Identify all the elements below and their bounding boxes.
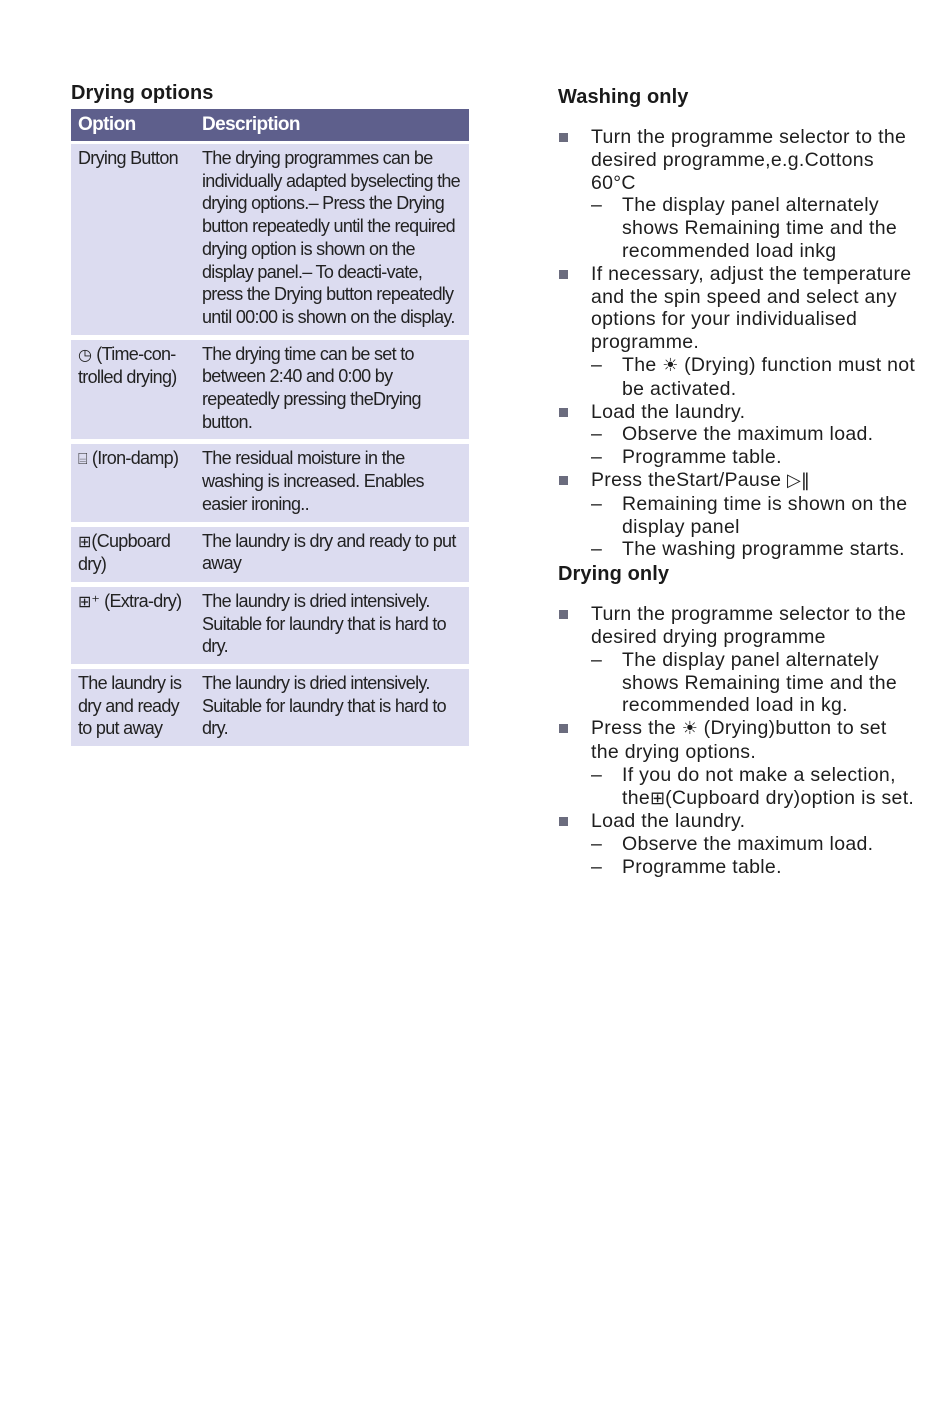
- table-row: [71, 335, 469, 440]
- dash-icon: –: [591, 492, 603, 515]
- description-cell: The drying programmes can be individually adapted byselecting the drying options.– Press the Drying button repeatedly until the required drying option is shown on the display panel.– To deacti-vate, press the Drying button repeatedly until 00:00 is shown on the display.: [195, 141, 469, 335]
- sub-list-item: – Programme table.: [591, 855, 782, 878]
- list-item: Press theStart/Pause ▷‖ – Remaining time is shown on the display panel – The washing programme starts.: [558, 469, 918, 561]
- sub-list: [591, 354, 918, 401]
- list-item: Turn the programme selector to the desired drying programme – The display panel alternately shows Remaining time and the recommended load in kg.: [558, 603, 918, 717]
- bullet-square-icon: [559, 133, 568, 142]
- iron-icon: ⌸: [78, 449, 88, 469]
- description-cell: The residual moisture in the washing is increased. Enables easier ironing..: [195, 439, 469, 521]
- option-cell: ⊞⁺ (Extra-dry): [71, 582, 195, 664]
- bullet-square-icon: [559, 270, 568, 279]
- drying-steps-list: [558, 603, 918, 879]
- sub-list-item: – The display panel alternately shows Remaining time and the recommended load in kg.: [591, 648, 898, 717]
- description-cell: The laundry is dried intensively. Suitable for laundry that is hard to dry.: [195, 664, 469, 746]
- description-cell: The laundry is dry and ready to put away: [195, 522, 469, 582]
- bullet-square-icon: [559, 817, 568, 826]
- sub-list: [591, 764, 918, 811]
- option-cell: ⌸ (Iron-damp): [71, 439, 195, 521]
- option-cell: The laundry is dry and ready to put away: [71, 664, 195, 746]
- description-cell: The laundry is dried intensively. Suitable for laundry that is hard to dry.: [195, 582, 469, 664]
- dash-icon: –: [591, 763, 603, 786]
- cupboard-icon: ⊞: [78, 531, 92, 551]
- drying-options-section: [71, 82, 469, 746]
- dash-icon: –: [591, 648, 603, 671]
- sub-list-item: – The display panel alternately shows Remaining time and the recommended load inkg: [591, 194, 898, 262]
- list-item: Press the ☀ (Drying)button to set the drying options. – If you do not make a selection, the⊞(Cupboard dry)option is set.: [558, 717, 918, 810]
- drying-only-section: [558, 563, 918, 879]
- sub-list: [591, 649, 918, 717]
- dash-icon: –: [591, 353, 603, 376]
- table-row: [71, 522, 469, 582]
- table-row: [71, 582, 469, 664]
- instructions-column: [558, 86, 918, 879]
- sub-list-item: – Programme table.: [591, 446, 782, 469]
- drying-options-title: Drying options: [71, 82, 214, 104]
- sub-list: [591, 833, 918, 879]
- table-row: [71, 664, 469, 746]
- sub-list-item: – If you do not make a selection, the⊞(Cupboard dry)option is set.: [591, 763, 915, 809]
- start-pause-icon: ▷‖: [786, 469, 810, 491]
- list-item: Load the laundry. – Observe the maximum load. – Programme table.: [558, 810, 918, 878]
- washing-steps-list: [558, 126, 918, 561]
- sub-list: [591, 423, 918, 469]
- table-row: [71, 439, 469, 521]
- option-column-header: Option: [71, 109, 195, 141]
- list-item: If necessary, adjust the temperature and the spin speed and select any options for your individualised programme. – The ☀ (Drying) function must not be activated.: [558, 263, 918, 401]
- list-item: Load the laundry. – Observe the maximum load. – Programme table.: [558, 401, 918, 469]
- sub-list-item: – Observe the maximum load.: [591, 423, 874, 446]
- sub-list-item: – The washing programme starts.: [591, 538, 905, 561]
- drying-options-table: [71, 109, 469, 746]
- bullet-square-icon: [559, 408, 568, 417]
- sub-list-item: – Observe the maximum load.: [591, 833, 874, 856]
- timer-icon: ◷: [78, 344, 92, 364]
- drying-sun-icon: ☀: [662, 354, 679, 376]
- list-item: Turn the programme selector to the desired programme,e.g.Cottons 60°C – The display panel alternately shows Remaining time and the recommended load inkg: [558, 126, 918, 263]
- sub-list-item: – The ☀ (Drying) function must not be activated.: [591, 353, 916, 400]
- bullet-square-icon: [559, 724, 568, 733]
- table-header-row: [71, 109, 469, 141]
- table-row: [71, 141, 469, 335]
- dash-icon: –: [591, 423, 603, 446]
- option-cell: ◷ (Time-con-trolled drying): [71, 335, 195, 440]
- dash-icon: –: [591, 833, 603, 856]
- option-cell: ⊞(Cupboard dry): [71, 522, 195, 582]
- washing-only-section: [558, 86, 918, 561]
- dash-icon: –: [591, 194, 603, 217]
- drying-only-title: Drying only: [558, 563, 670, 586]
- description-cell: The drying time can be set to between 2:40 and 0:00 by repeatedly pressing theDrying button.: [195, 335, 469, 440]
- sub-list-item: – Remaining time is shown on the display panel: [591, 492, 908, 538]
- extra-dry-icon: ⊞⁺: [78, 591, 100, 611]
- bullet-square-icon: [559, 610, 568, 619]
- sub-list: [591, 493, 918, 561]
- washing-only-title: Washing only: [558, 86, 689, 108]
- option-cell: Drying Button: [71, 141, 195, 335]
- dash-icon: –: [591, 446, 603, 469]
- bullet-square-icon: [559, 476, 568, 485]
- drying-sun-icon: ☀: [681, 718, 698, 740]
- cupboard-icon: ⊞: [650, 787, 666, 809]
- description-column-header: Description: [195, 109, 469, 141]
- dash-icon: –: [591, 538, 603, 561]
- sub-list: [591, 194, 918, 262]
- dash-icon: –: [591, 855, 603, 878]
